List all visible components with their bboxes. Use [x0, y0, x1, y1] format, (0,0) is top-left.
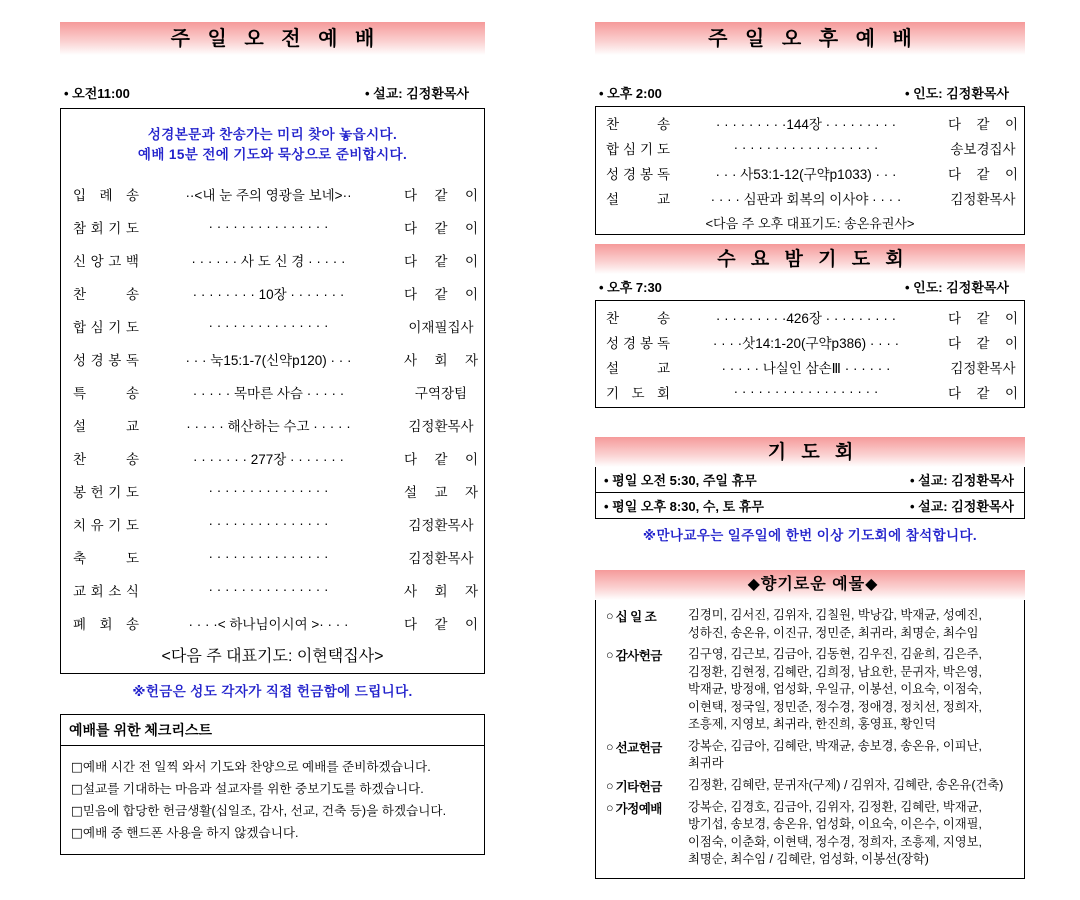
checklist-item-label: 예배 시간 전 일찍 와서 기도와 찬양으로 예배를 준비하겠습니다. [82, 760, 431, 774]
order-name-char: 성 [606, 166, 620, 182]
wednesday-title: 수 요 밤 기 도 회 [717, 248, 909, 270]
prayer-preacher: • 설교: 김정환목사 [909, 499, 1014, 514]
order-name-char: 치 [73, 517, 87, 533]
afternoon-service-banner [595, 22, 1025, 55]
order-item-detail: · · · · · · 사 도 신 경 · · · · · [191, 253, 346, 269]
order-name-char: 소 [108, 583, 122, 599]
order-item-detail: · · · · · · · · · · · · · · · [208, 516, 329, 531]
circle-bullet-icon: ○ [606, 739, 614, 754]
checklist-item[interactable] [71, 822, 484, 844]
order-name-char: 교 [656, 360, 670, 376]
order-item-leader [942, 307, 1024, 327]
offering-category-label: 선교헌금 [615, 740, 662, 755]
checklist-items [61, 746, 484, 854]
order-who-char: 같 [976, 385, 990, 401]
order-name-char: 도 [125, 220, 139, 236]
prayer-rows [596, 467, 1024, 518]
order-item-name [596, 163, 670, 183]
order-row [61, 177, 484, 210]
order-who-text: 송보경집사 [950, 141, 1016, 157]
order-who-char: 같 [976, 116, 990, 132]
order-item-name [61, 382, 139, 402]
order-item-name [61, 448, 139, 468]
order-name-char: 회 [90, 220, 104, 236]
order-name-char: 설 [73, 418, 87, 434]
order-who-text: 김정환목사 [408, 550, 474, 566]
order-row [61, 573, 484, 606]
circle-bullet-icon: ○ [606, 778, 614, 793]
circle-bullet-icon: ○ [606, 648, 614, 662]
order-item-name [596, 138, 670, 158]
afternoon-footer: <다음 주 오후 대표기도: 송온유권사> [705, 215, 915, 231]
order-who-char: 다 [404, 616, 418, 632]
prayer-schedule: • 평일 오후 8:30, 수, 토 휴무 [604, 499, 764, 514]
order-name-char: 기 [606, 385, 620, 401]
order-name-char: 특 [73, 385, 87, 401]
order-item-leader [942, 138, 1024, 158]
order-row [596, 160, 1024, 185]
order-item-name [61, 217, 139, 237]
order-item-leader [398, 613, 484, 633]
offering-row [596, 644, 1024, 736]
order-who-char: 이 [464, 220, 478, 236]
order-item-detail: · · · · · 해산하는 수고 · · · · · [186, 418, 351, 434]
order-item-leader [942, 188, 1024, 208]
wednesday-time: • 오후 7:30 [599, 280, 662, 295]
order-row [596, 135, 1024, 160]
order-who-char: 자 [464, 484, 478, 500]
order-item-detail: ··<내 눈 주의 영광을 보네>·· [185, 187, 352, 203]
checklist-title: 예배를 위한 체크리스트 [61, 715, 484, 746]
offering-names: 김구영, 김근보, 김금아, 김동현, 김우진, 김윤희, 김은주, 김정환, 김현정, 김혜란, 김희정, 남요한, 문귀자, 박은영, 박재균, 방정애, 엄성화, 우일규, 이봉선, 이요숙, 이점숙, 이현택, 정국일, 정민준, 정수경, 정애경, 정치선, 정희자, 조흥제, 지영보, 최귀라, 한진희, 홍영표, 황인덕 [688, 647, 982, 731]
order-item-detail: · · · · · 나실인 삼손Ⅲ · · · · · · [721, 360, 891, 376]
order-name-char: 기 [108, 484, 122, 500]
order-row [61, 375, 484, 408]
order-name-char: 신 [73, 253, 87, 269]
morning-meta [60, 83, 485, 102]
wednesday-meta [595, 277, 1025, 296]
order-name-char: 도 [631, 385, 645, 401]
order-item-name [61, 481, 139, 501]
morning-offering-note: ※헌금은 성도 각자가 직접 헌금함에 드립니다. [132, 684, 413, 699]
order-item-leader [398, 481, 484, 501]
order-name-char: 찬 [73, 451, 87, 467]
order-name-char: 독 [656, 166, 670, 182]
offering-rows [596, 605, 1024, 871]
order-name-char: 합 [73, 319, 87, 335]
order-name-char: 기 [108, 319, 122, 335]
order-name-char: 경 [622, 166, 637, 182]
order-name-char: 백 [125, 253, 139, 269]
order-name-char: 식 [125, 583, 139, 599]
order-who-char: 같 [976, 335, 990, 351]
order-item-leader [398, 547, 484, 567]
order-item-leader [398, 580, 484, 600]
checklist-box [60, 714, 485, 855]
order-item-name [61, 283, 139, 303]
order-who-char: 이 [464, 451, 478, 467]
order-who-char: 이 [1004, 335, 1018, 351]
order-item-name [596, 382, 670, 402]
order-name-char: 참 [73, 220, 87, 236]
morning-service-title: 주 일 오 전 예 배 [170, 27, 381, 50]
order-item-leader [398, 349, 484, 369]
order-row [596, 329, 1024, 354]
offering-banner [595, 570, 1025, 600]
order-who-text: 구역장팀 [414, 385, 468, 401]
order-name-char: 봉 [73, 484, 87, 500]
order-item-leader [398, 415, 484, 435]
offering-category-label: 가정예배 [615, 801, 662, 816]
prayer-title: 기 도 회 [767, 441, 859, 463]
order-who-char: 다 [948, 335, 962, 351]
wednesday-rows [596, 304, 1024, 404]
offering-title: ◆향기로운 예물◆ [747, 576, 879, 593]
order-name-char: 경 [622, 335, 637, 351]
order-row [596, 304, 1024, 329]
order-who-char: 설 [404, 484, 418, 500]
order-who-char: 다 [948, 385, 962, 401]
order-name-char: 송 [656, 116, 670, 132]
order-item-name [61, 316, 139, 336]
order-name-char: 성 [73, 352, 87, 368]
order-item-name [596, 113, 670, 133]
order-who-text: 김정환목사 [950, 191, 1016, 207]
order-who-char: 같 [434, 253, 448, 269]
order-name-char: 고 [108, 253, 122, 269]
morning-service-banner [60, 22, 485, 55]
circle-bullet-icon: ○ [606, 800, 614, 815]
order-name-char: 심 [90, 319, 104, 335]
order-who-char: 회 [434, 352, 448, 368]
order-item-leader [398, 514, 484, 534]
order-who-char: 같 [434, 616, 448, 632]
order-name-char: 찬 [606, 310, 620, 326]
order-who-text: 김정환목사 [408, 418, 474, 434]
order-name-char: 앙 [90, 253, 104, 269]
checkbox-icon[interactable]: □ [71, 803, 83, 818]
wednesday-leader: • 인도: 김정환목사 [904, 280, 1009, 295]
order-who-char: 다 [404, 286, 418, 302]
afternoon-leader: • 인도: 김정환목사 [904, 86, 1009, 101]
order-name-char: 송 [125, 187, 139, 203]
checklist-item[interactable] [71, 800, 484, 822]
order-who-char: 다 [404, 220, 418, 236]
order-name-char: 회 [99, 616, 113, 632]
order-name-char: 송 [125, 451, 139, 467]
offering-names: 강복순, 김경호, 김금아, 김위자, 김정환, 김혜란, 박재균, 방기섭, 송보경, 송온유, 엄성화, 이요숙, 이은수, 이재필, 이점숙, 이춘화, 이현택, 정수경, 정희자, 조흥제, 지영보, 최명순, 최수임 / 김혜란, 엄성화, 이봉선(장학) [688, 799, 982, 866]
order-item-detail: · · · · · · · · · · · · · · · [208, 549, 329, 564]
checklist-item-label: 설교를 기대하는 마음과 설교자를 위한 중보기도를 하겠습니다. [82, 782, 424, 796]
order-who-char: 회 [434, 583, 448, 599]
order-name-char: 도 [125, 319, 139, 335]
order-name-char: 기 [108, 220, 122, 236]
afternoon-time: • 오후 2:00 [599, 86, 662, 101]
offering-row [596, 736, 1024, 775]
afternoon-order-table [595, 106, 1025, 235]
order-item-leader [942, 382, 1024, 402]
order-row [61, 606, 484, 639]
order-name-char: 도 [125, 550, 139, 566]
order-name-char: 교 [125, 418, 139, 434]
order-name-char: 기 [108, 517, 122, 533]
order-item-name [596, 332, 670, 352]
order-who-char: 같 [434, 187, 448, 203]
order-item-leader [942, 113, 1024, 133]
order-name-char: 설 [606, 191, 620, 207]
order-row [596, 110, 1024, 135]
order-item-detail: · · · · · · · · ·426장 · · · · · · · · · [715, 310, 897, 326]
offering-row [596, 797, 1024, 871]
order-who-char: 이 [464, 187, 478, 203]
order-who-text: 김정환목사 [408, 517, 474, 533]
order-name-char: 봉 [639, 166, 654, 182]
order-name-char: 합 [606, 141, 620, 157]
wednesday-banner [595, 244, 1025, 274]
order-who-char: 이 [1004, 166, 1018, 182]
morning-preacher: • 설교: 김정환목사 [364, 86, 469, 101]
circle-bullet-icon: ○ [606, 609, 614, 623]
order-who-char: 다 [404, 187, 418, 203]
order-item-detail: · · · · · · · 277장 · · · · · · · [192, 451, 344, 467]
right-column [595, 0, 1025, 879]
prayer-note: ※만나교우는 일주일에 한번 이상 기도회에 참석합니다. [642, 528, 978, 543]
offering-category [606, 738, 688, 756]
order-row [61, 540, 484, 573]
order-item-detail: · · · · · · · · · · · · · · · [208, 318, 329, 333]
order-name-char: 송 [125, 286, 139, 302]
order-item-leader [398, 382, 484, 402]
order-who-char: 이 [464, 286, 478, 302]
offering-category [606, 607, 688, 625]
order-item-name [61, 184, 139, 204]
order-item-name [61, 547, 139, 567]
order-item-name [61, 514, 139, 534]
order-who-char: 다 [948, 116, 962, 132]
order-who-char: 이 [1004, 385, 1018, 401]
order-item-name [61, 613, 139, 633]
checklist-item[interactable] [71, 778, 484, 800]
order-row [61, 276, 484, 309]
checkbox-icon[interactable]: □ [71, 759, 83, 774]
order-item-detail: · · · · · · · · · · · · · · · · · · [733, 384, 879, 399]
order-who-char: 다 [948, 310, 962, 326]
order-item-detail: · · · · · 목마른 사슴 · · · · · [192, 385, 345, 401]
order-item-detail: · · · · 심판과 회복의 이사야 · · · · [710, 191, 902, 207]
order-item-detail: · · · ·< 하나님이시여 >· · · · [188, 616, 349, 632]
order-item-detail: · · · · · · · · ·144장 · · · · · · · · · [715, 116, 897, 132]
morning-rows [61, 177, 484, 639]
order-item-leader [942, 163, 1024, 183]
order-who-char: 사 [404, 583, 418, 599]
order-who-char: 이 [1004, 310, 1018, 326]
order-row [61, 210, 484, 243]
order-name-char: 심 [622, 141, 637, 157]
order-name-char: 입 [73, 187, 87, 203]
order-who-text: 이재필집사 [408, 319, 474, 335]
order-row [596, 185, 1024, 210]
order-name-char: 유 [90, 517, 104, 533]
order-who-char: 자 [464, 583, 478, 599]
order-item-name [596, 357, 670, 377]
order-item-leader [398, 316, 484, 336]
checklist-item[interactable] [71, 756, 484, 778]
checkbox-icon[interactable]: □ [71, 781, 83, 796]
order-name-char: 회 [90, 583, 104, 599]
order-who-char: 같 [976, 310, 990, 326]
order-item-detail: · · · · · · · · · · · · · · · [208, 582, 329, 597]
order-item-leader [942, 332, 1024, 352]
order-name-char: 폐 [73, 616, 87, 632]
order-row [596, 379, 1024, 404]
order-item-detail: · · · ·삿14:1-20(구약p386) · · · · [712, 335, 900, 351]
order-name-char: 헌 [90, 484, 104, 500]
order-name-char: 봉 [108, 352, 122, 368]
checklist-item-label: 믿음에 합당한 헌금생활(십일조, 감사, 선교, 건축 등)을 하겠습니다. [82, 804, 447, 818]
order-who-char: 같 [976, 166, 990, 182]
order-who-char: 이 [1004, 116, 1018, 132]
order-item-detail: · · · · · · · · · · · · · · · [208, 483, 329, 498]
offering-names: 김정환, 김혜란, 문귀자(구제) / 김위자, 김혜란, 송온유(건축) [688, 777, 1004, 792]
afternoon-service-title: 주 일 오 후 예 배 [708, 27, 918, 50]
order-item-leader [942, 357, 1024, 377]
order-who-char: 같 [434, 220, 448, 236]
order-name-char: 경 [90, 352, 104, 368]
order-name-char: 봉 [639, 335, 654, 351]
prayer-banner [595, 437, 1025, 467]
order-item-name [61, 349, 139, 369]
prayer-row [596, 492, 1024, 518]
order-who-char: 이 [464, 253, 478, 269]
offering-names: 김경미, 김서진, 김위자, 김칠원, 박낭갑, 박재균, 성예진, 성하진, 송온유, 이진규, 정민준, 최귀라, 최명순, 최수임 [688, 608, 982, 640]
order-who-char: 다 [948, 166, 962, 182]
order-name-char: 독 [656, 335, 670, 351]
order-item-name [61, 415, 139, 435]
morning-order-table [60, 108, 485, 674]
order-who-char: 자 [464, 352, 478, 368]
order-row [61, 342, 484, 375]
morning-footer: <다음 주 대표기도: 이현택집사> [161, 647, 384, 665]
order-row [61, 474, 484, 507]
order-row [61, 507, 484, 540]
afternoon-rows [596, 110, 1024, 210]
offering-category [606, 646, 688, 664]
order-name-char: 성 [606, 335, 620, 351]
order-who-text: 김정환목사 [950, 360, 1016, 376]
order-name-char: 례 [99, 187, 113, 203]
prayer-preacher: • 설교: 김정환목사 [909, 473, 1014, 488]
checklist-item-label: 예배 중 핸드폰 사용을 하지 않겠습니다. [82, 826, 299, 840]
order-who-char: 사 [404, 352, 418, 368]
offering-category-label: 기타헌금 [615, 779, 662, 794]
morning-notice-2: 예배 15분 전에 기도와 묵상으로 준비합시다. [137, 147, 408, 162]
wednesday-order-table [595, 300, 1025, 408]
offering-category-label: 감사헌금 [615, 649, 662, 663]
order-name-char: 도 [656, 141, 670, 157]
prayer-schedule: • 평일 오전 5:30, 주일 휴무 [604, 473, 757, 488]
prayer-row [596, 467, 1024, 492]
order-who-char: 같 [434, 451, 448, 467]
order-item-leader [398, 448, 484, 468]
morning-time: • 오전11:00 [64, 86, 130, 101]
order-name-char: 찬 [73, 286, 87, 302]
offering-category [606, 799, 688, 817]
left-column [60, 0, 485, 855]
offering-category-label: 십 일 조 [615, 610, 657, 624]
offering-row [596, 775, 1024, 797]
order-name-char: 송 [656, 310, 670, 326]
order-item-leader [398, 217, 484, 237]
order-name-char: 송 [125, 616, 139, 632]
order-item-detail: · · · · · · · · · · · · · · · [208, 219, 329, 234]
afternoon-meta [595, 83, 1025, 102]
order-name-char: 회 [656, 385, 670, 401]
order-item-leader [398, 184, 484, 204]
order-name-char: 도 [125, 517, 139, 533]
order-name-char: 독 [125, 352, 139, 368]
order-name-char: 기 [639, 141, 654, 157]
order-who-char: 교 [434, 484, 448, 500]
order-item-leader [398, 283, 484, 303]
order-name-char: 송 [125, 385, 139, 401]
order-name-char: 찬 [606, 116, 620, 132]
order-name-char: 설 [606, 360, 620, 376]
order-item-name [596, 307, 670, 327]
order-name-char: 교 [73, 583, 87, 599]
order-who-char: 다 [404, 451, 418, 467]
order-item-detail: · · · · · · · · · · · · · · · · · · [733, 140, 879, 155]
morning-notice-1: 성경본문과 찬송가는 미리 찾아 놓읍시다. [147, 127, 398, 142]
order-row [61, 408, 484, 441]
offering-table [595, 600, 1025, 879]
order-item-name [61, 580, 139, 600]
order-row [61, 441, 484, 474]
prayer-table [595, 467, 1025, 519]
order-who-char: 다 [404, 253, 418, 269]
order-row [61, 309, 484, 342]
offering-names: 강복순, 김금아, 김혜란, 박재균, 송보경, 송온유, 이피난, 최귀라 [688, 738, 982, 770]
order-row [596, 354, 1024, 379]
order-item-name [596, 188, 670, 208]
offering-category [606, 777, 688, 795]
offering-row [596, 605, 1024, 644]
order-row [61, 243, 484, 276]
checkbox-icon[interactable]: □ [71, 825, 83, 840]
order-who-char: 같 [434, 286, 448, 302]
order-item-name [61, 250, 139, 270]
order-item-leader [398, 250, 484, 270]
order-name-char: 도 [125, 484, 139, 500]
order-item-detail: · · · 눅15:1-7(신약p120) · · · [185, 352, 352, 368]
order-who-char: 이 [464, 616, 478, 632]
order-name-char: 교 [656, 191, 670, 207]
order-item-detail: · · · · · · · · 10장 · · · · · · · [192, 286, 345, 302]
order-name-char: 축 [73, 550, 87, 566]
order-item-detail: · · · 사53:1-12(구약p1033) · · · [715, 166, 897, 182]
